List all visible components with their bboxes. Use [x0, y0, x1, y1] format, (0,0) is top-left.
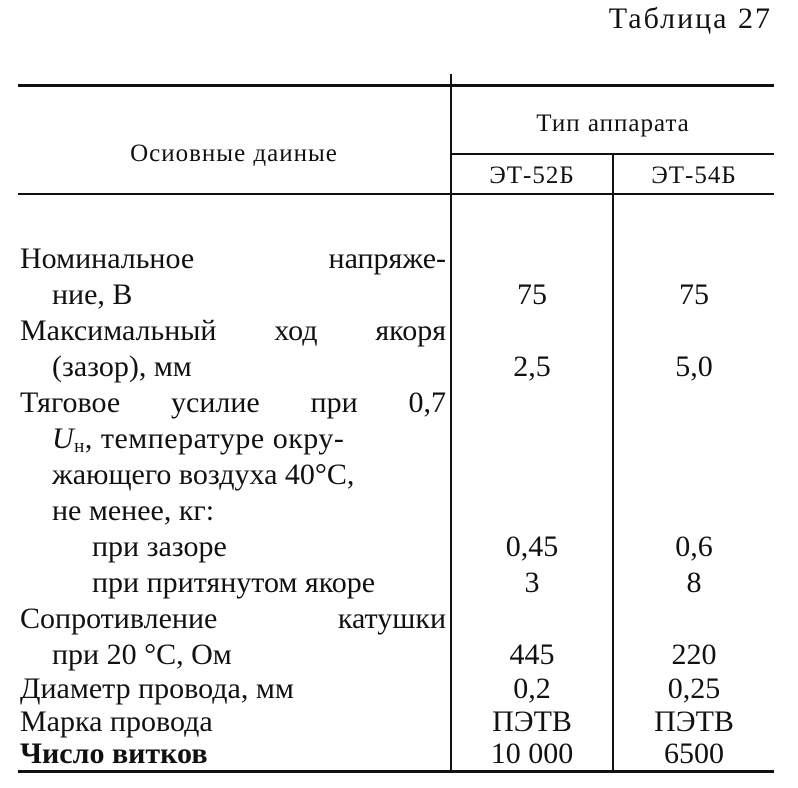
table-cell: 3 — [524, 566, 540, 599]
header-device-type: Тип аппарата — [536, 110, 690, 137]
row-label-line: (зазор), мм — [52, 350, 192, 383]
row-label-line: Диаметр провода, мм — [20, 672, 294, 705]
table-cell: 6500 — [664, 737, 724, 770]
table-cell: 75 — [679, 278, 709, 311]
row-label-line: Максимальный ход якоря — [20, 314, 446, 347]
top-rule — [18, 84, 774, 87]
table-cell: 0,2 — [513, 672, 551, 705]
header-col-et52b: ЭТ-52Б — [489, 162, 575, 189]
header-col-et54b: ЭТ-54Б — [651, 162, 737, 189]
table-cell: 75 — [517, 278, 547, 311]
table-caption: Таблица 27 — [608, 2, 772, 35]
table-cell: ПЭТВ — [654, 705, 734, 738]
table-cell: 5,0 — [675, 350, 713, 383]
row-label-line: Тяговое усилие при 0,7 — [20, 386, 446, 419]
table-cell: 445 — [509, 638, 555, 671]
voltage-symbol: U — [52, 422, 75, 455]
table-cell: 0,45 — [505, 530, 559, 563]
row-label-line: Марка провода — [20, 705, 213, 738]
header-main-data: Осиовные даиные — [130, 140, 338, 167]
table-cell: 2,5 — [513, 350, 551, 383]
table-cell: 8 — [686, 566, 702, 599]
voltage-subscript: н — [74, 436, 85, 457]
table-cell: 220 — [671, 638, 717, 671]
table-cell: ПЭТВ — [492, 705, 572, 738]
row-label-line: Сопротивление катушки — [20, 602, 446, 635]
table-cell: 0,6 — [675, 530, 713, 563]
row-label-line: ние, В — [52, 278, 133, 311]
header-bottom-rule — [18, 193, 774, 195]
table-cell: 10 000 — [490, 737, 574, 770]
row-label-fragment: , температуре окру- — [84, 422, 345, 455]
table-cell: 0,25 — [667, 672, 721, 705]
row-label-line — [20, 736, 220, 772]
row-label-line: при 20 °С, Ом — [52, 638, 232, 671]
row-label-line: не менее, кг: — [52, 494, 215, 527]
row-label-line: Номинальное напряже- — [20, 242, 446, 275]
row-label-line: жающего воздуха 40°С, — [52, 458, 355, 491]
row-label-fragment: Число витков — [20, 737, 208, 770]
row-label-line: при притянутом якоре — [92, 566, 376, 599]
row-label-line — [52, 421, 446, 457]
row-label-line: при зазоре — [92, 530, 227, 563]
